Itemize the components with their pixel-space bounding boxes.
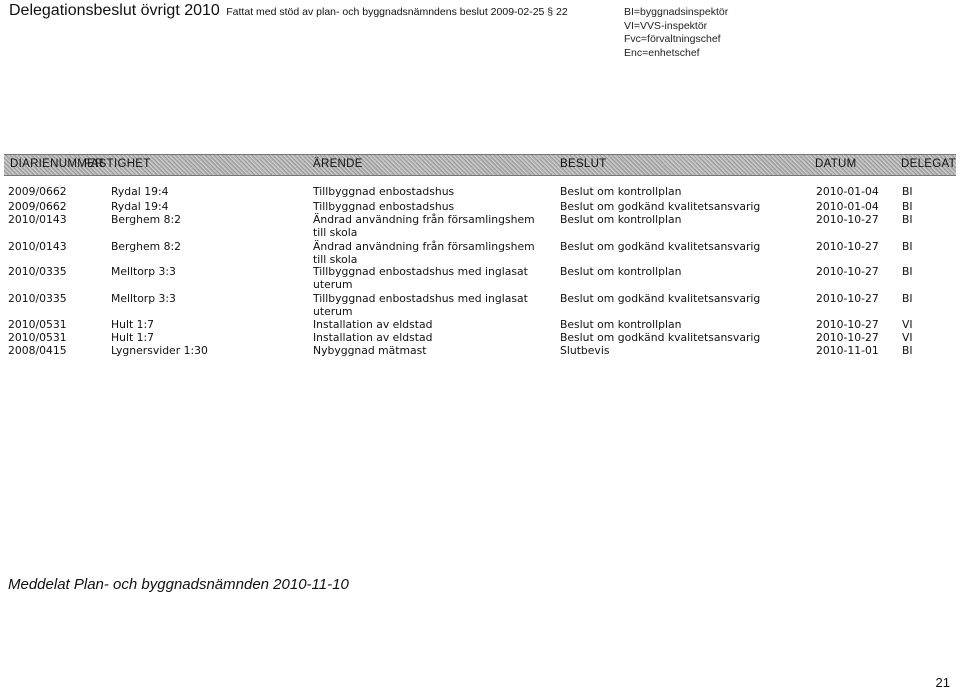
cell-arende-continued: uterum (313, 277, 353, 291)
cell-diarienummer: 2008/0415 (8, 344, 67, 357)
cell-arende: Ändrad användning från församlingshem (313, 213, 535, 226)
cell-datum: 2010-01-04 (816, 200, 879, 213)
page-subtitle: Fattat med stöd av plan- och byggnadsnämndens beslut 2009-02-25 § 22 (226, 6, 568, 18)
footer-note: Meddelat Plan- och byggnadsnämnden 2010-11-10 (8, 576, 349, 593)
cell-delegat: BI (902, 292, 913, 305)
cell-datum: 2010-10-27 (816, 331, 879, 344)
cell-delegat: BI (902, 213, 913, 226)
cell-arende-continued: uterum (313, 304, 353, 318)
cell-delegat: BI (902, 344, 913, 357)
cell-datum: 2010-10-27 (816, 318, 879, 331)
cell-fastighet: Rydal 19:4 (111, 200, 169, 213)
cell-beslut: Beslut om godkänd kvalitetsansvarig (560, 240, 761, 253)
cell-arende: Tillbyggnad enbostadshus med inglasat (313, 292, 528, 305)
cell-diarienummer: 2010/0143 (8, 240, 67, 253)
legend-item: VI=VVS-inspektör (624, 19, 708, 32)
column-header-beslut: BESLUT (560, 158, 607, 170)
table-header (4, 154, 956, 176)
cell-arende: Installation av eldstad (313, 331, 433, 344)
cell-arende-continued: till skola (313, 225, 358, 239)
column-header-delegat: DELEGAT (901, 158, 956, 170)
cell-delegat: BI (902, 200, 913, 213)
cell-arende: Tillbyggnad enbostadshus med inglasat (313, 265, 528, 278)
cell-diarienummer: 2010/0531 (8, 318, 67, 331)
delegate-legend (624, 6, 728, 60)
cell-beslut: Beslut om godkänd kvalitetsansvarig (560, 331, 761, 344)
cell-beslut: Beslut om kontrollplan (560, 213, 682, 226)
legend-item: Fvc=förvaltningschef (624, 33, 721, 45)
cell-datum: 2010-01-04 (816, 185, 879, 198)
cell-diarienummer: 2010/0335 (8, 265, 67, 278)
cell-fastighet: Melltorp 3:3 (111, 292, 176, 305)
legend-item: Enc=enhetschef (624, 46, 700, 59)
cell-datum: 2010-10-27 (816, 213, 879, 226)
cell-datum: 2010-10-27 (816, 292, 879, 305)
cell-diarienummer: 2010/0531 (8, 331, 67, 344)
cell-diarienummer: 2010/0143 (8, 213, 67, 226)
cell-beslut: Beslut om godkänd kvalitetsansvarig (560, 200, 761, 213)
cell-beslut: Beslut om godkänd kvalitetsansvarig (560, 292, 761, 305)
cell-arende: Installation av eldstad (313, 318, 433, 331)
cell-diarienummer: 2010/0335 (8, 292, 67, 305)
cell-delegat: VI (902, 318, 913, 331)
column-header-diarienummer: DIARIENUMMER (10, 158, 104, 170)
column-header-datum: DATUM (815, 158, 857, 170)
cell-beslut: Beslut om kontrollplan (560, 318, 682, 331)
page-title: Delegationsbeslut övrigt 2010 (9, 2, 220, 19)
cell-datum: 2010-10-27 (816, 265, 879, 278)
cell-fastighet: Rydal 19:4 (111, 185, 169, 198)
cell-arende: Tillbyggnad enbostadshus (313, 200, 455, 213)
cell-arende: Tillbyggnad enbostadshus (313, 185, 455, 198)
legend-item: BI=byggnadsinspektör (624, 6, 729, 18)
cell-beslut: Slutbevis (560, 344, 610, 357)
cell-datum: 2010-11-01 (816, 344, 879, 357)
cell-diarienummer: 2009/0662 (8, 185, 67, 198)
cell-fastighet: Berghem 8:2 (111, 240, 181, 253)
cell-delegat: BI (902, 185, 913, 198)
cell-delegat: BI (902, 265, 913, 278)
column-header-fastighet: FASTIGHET (84, 158, 151, 170)
cell-beslut: Beslut om kontrollplan (560, 185, 682, 198)
cell-fastighet: Hult 1:7 (111, 318, 155, 331)
page-number: 21 (935, 675, 950, 690)
page-title-block (9, 2, 568, 20)
cell-beslut: Beslut om kontrollplan (560, 265, 682, 278)
cell-arende: Nybyggnad mätmast (313, 344, 427, 357)
cell-delegat: VI (902, 331, 913, 344)
cell-fastighet: Hult 1:7 (111, 331, 155, 344)
cell-diarienummer: 2009/0662 (8, 200, 67, 213)
cell-delegat: BI (902, 240, 913, 253)
cell-fastighet: Lygnersvider 1:30 (111, 344, 208, 357)
cell-fastighet: Melltorp 3:3 (111, 265, 176, 278)
cell-datum: 2010-10-27 (816, 240, 879, 253)
cell-fastighet: Berghem 8:2 (111, 213, 181, 226)
cell-arende: Ändrad användning från församlingshem (313, 240, 535, 253)
cell-arende-continued: till skola (313, 252, 358, 266)
column-header-arende: ÄRENDE (313, 158, 363, 170)
